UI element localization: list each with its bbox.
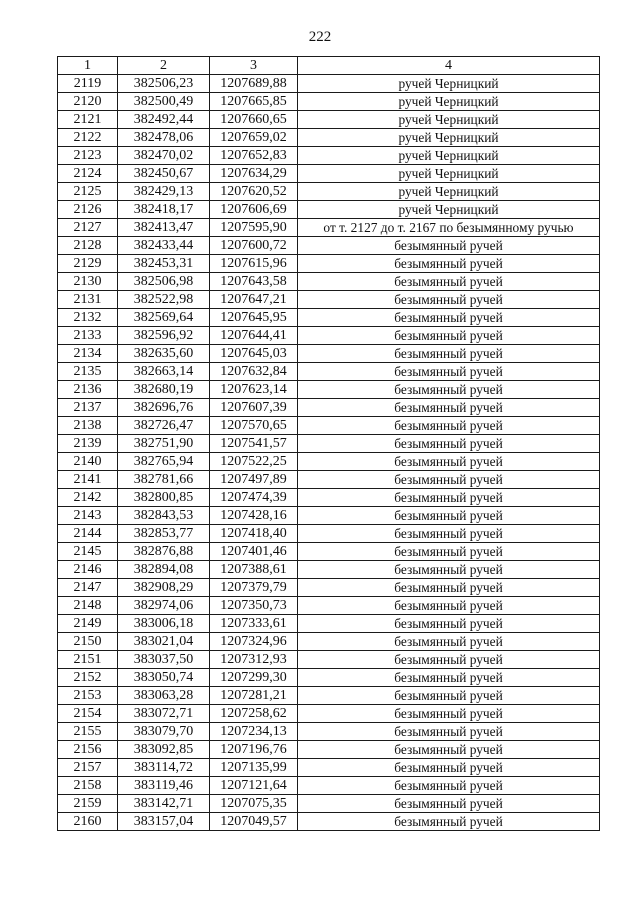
description-cell: ручей Черницкий bbox=[298, 129, 600, 147]
point-number-cell: 2126 bbox=[58, 201, 118, 219]
description-cell: безымянный ручей bbox=[298, 561, 600, 579]
x-coordinate-cell: 383092,85 bbox=[118, 741, 210, 759]
table-row bbox=[58, 615, 600, 633]
x-coordinate-cell: 382413,47 bbox=[118, 219, 210, 237]
x-coordinate-cell: 382974,06 bbox=[118, 597, 210, 615]
x-coordinate-cell: 383114,72 bbox=[118, 759, 210, 777]
table-row bbox=[58, 435, 600, 453]
description-cell: ручей Черницкий bbox=[298, 75, 600, 93]
point-number-cell: 2146 bbox=[58, 561, 118, 579]
table-row bbox=[58, 759, 600, 777]
x-coordinate-cell: 382506,98 bbox=[118, 273, 210, 291]
point-number-cell: 2156 bbox=[58, 741, 118, 759]
point-number-cell: 2158 bbox=[58, 777, 118, 795]
table-row bbox=[58, 525, 600, 543]
y-coordinate-cell: 1207281,21 bbox=[210, 687, 298, 705]
y-coordinate-cell: 1207428,16 bbox=[210, 507, 298, 525]
description-cell: ручей Черницкий bbox=[298, 201, 600, 219]
point-number-cell: 2129 bbox=[58, 255, 118, 273]
coordinates-table bbox=[57, 56, 600, 831]
y-coordinate-cell: 1207689,88 bbox=[210, 75, 298, 93]
description-cell: безымянный ручей bbox=[298, 327, 600, 345]
table-row bbox=[58, 273, 600, 291]
table-row bbox=[58, 741, 600, 759]
x-coordinate-cell: 382569,64 bbox=[118, 309, 210, 327]
x-coordinate-cell: 383072,71 bbox=[118, 705, 210, 723]
x-coordinate-cell: 382765,94 bbox=[118, 453, 210, 471]
table-body bbox=[58, 75, 600, 831]
point-number-cell: 2125 bbox=[58, 183, 118, 201]
table-row bbox=[58, 705, 600, 723]
table-row bbox=[58, 93, 600, 111]
description-cell: безымянный ручей bbox=[298, 615, 600, 633]
x-coordinate-cell: 383063,28 bbox=[118, 687, 210, 705]
y-coordinate-cell: 1207623,14 bbox=[210, 381, 298, 399]
x-coordinate-cell: 382800,85 bbox=[118, 489, 210, 507]
point-number-cell: 2152 bbox=[58, 669, 118, 687]
description-cell: безымянный ручей bbox=[298, 633, 600, 651]
y-coordinate-cell: 1207401,46 bbox=[210, 543, 298, 561]
point-number-cell: 2142 bbox=[58, 489, 118, 507]
description-cell: безымянный ручей bbox=[298, 687, 600, 705]
y-coordinate-cell: 1207606,69 bbox=[210, 201, 298, 219]
description-cell: безымянный ручей bbox=[298, 777, 600, 795]
table-row bbox=[58, 561, 600, 579]
table-header bbox=[58, 57, 600, 75]
table-row bbox=[58, 255, 600, 273]
description-cell: безымянный ручей bbox=[298, 579, 600, 597]
x-coordinate-cell: 382663,14 bbox=[118, 363, 210, 381]
table-row bbox=[58, 219, 600, 237]
table-row bbox=[58, 75, 600, 93]
point-number-cell: 2137 bbox=[58, 399, 118, 417]
description-cell: безымянный ручей bbox=[298, 525, 600, 543]
x-coordinate-cell: 382853,77 bbox=[118, 525, 210, 543]
y-coordinate-cell: 1207379,79 bbox=[210, 579, 298, 597]
description-cell: ручей Черницкий bbox=[298, 93, 600, 111]
point-number-cell: 2151 bbox=[58, 651, 118, 669]
table-row bbox=[58, 165, 600, 183]
table-row bbox=[58, 147, 600, 165]
y-coordinate-cell: 1207333,61 bbox=[210, 615, 298, 633]
point-number-cell: 2131 bbox=[58, 291, 118, 309]
y-coordinate-cell: 1207659,02 bbox=[210, 129, 298, 147]
y-coordinate-cell: 1207324,96 bbox=[210, 633, 298, 651]
description-cell: безымянный ручей bbox=[298, 543, 600, 561]
column-header-point-number: 1 bbox=[58, 57, 118, 75]
y-coordinate-cell: 1207522,25 bbox=[210, 453, 298, 471]
description-cell: ручей Черницкий bbox=[298, 165, 600, 183]
description-cell: безымянный ручей bbox=[298, 507, 600, 525]
point-number-cell: 2147 bbox=[58, 579, 118, 597]
table-row bbox=[58, 651, 600, 669]
x-coordinate-cell: 383119,46 bbox=[118, 777, 210, 795]
description-cell: безымянный ручей bbox=[298, 651, 600, 669]
x-coordinate-cell: 382908,29 bbox=[118, 579, 210, 597]
point-number-cell: 2150 bbox=[58, 633, 118, 651]
description-cell: безымянный ручей bbox=[298, 795, 600, 813]
x-coordinate-cell: 383006,18 bbox=[118, 615, 210, 633]
point-number-cell: 2155 bbox=[58, 723, 118, 741]
table-row bbox=[58, 111, 600, 129]
y-coordinate-cell: 1207570,65 bbox=[210, 417, 298, 435]
point-number-cell: 2148 bbox=[58, 597, 118, 615]
point-number-cell: 2144 bbox=[58, 525, 118, 543]
x-coordinate-cell: 382843,53 bbox=[118, 507, 210, 525]
y-coordinate-cell: 1207595,90 bbox=[210, 219, 298, 237]
point-number-cell: 2143 bbox=[58, 507, 118, 525]
table-row bbox=[58, 183, 600, 201]
x-coordinate-cell: 383037,50 bbox=[118, 651, 210, 669]
x-coordinate-cell: 382781,66 bbox=[118, 471, 210, 489]
description-cell: безымянный ручей bbox=[298, 741, 600, 759]
description-cell: безымянный ручей bbox=[298, 489, 600, 507]
description-cell: безымянный ручей bbox=[298, 363, 600, 381]
point-number-cell: 2140 bbox=[58, 453, 118, 471]
table-row bbox=[58, 723, 600, 741]
y-coordinate-cell: 1207660,65 bbox=[210, 111, 298, 129]
x-coordinate-cell: 382522,98 bbox=[118, 291, 210, 309]
table-row bbox=[58, 381, 600, 399]
table-row bbox=[58, 579, 600, 597]
point-number-cell: 2134 bbox=[58, 345, 118, 363]
point-number-cell: 2127 bbox=[58, 219, 118, 237]
description-cell: безымянный ручей bbox=[298, 345, 600, 363]
point-number-cell: 2133 bbox=[58, 327, 118, 345]
description-cell: ручей Черницкий bbox=[298, 111, 600, 129]
x-coordinate-cell: 382635,60 bbox=[118, 345, 210, 363]
point-number-cell: 2149 bbox=[58, 615, 118, 633]
description-cell: безымянный ручей bbox=[298, 309, 600, 327]
table-row bbox=[58, 417, 600, 435]
table-row bbox=[58, 363, 600, 381]
table-row bbox=[58, 345, 600, 363]
y-coordinate-cell: 1207312,93 bbox=[210, 651, 298, 669]
x-coordinate-cell: 382453,31 bbox=[118, 255, 210, 273]
y-coordinate-cell: 1207615,96 bbox=[210, 255, 298, 273]
y-coordinate-cell: 1207474,39 bbox=[210, 489, 298, 507]
description-cell: безымянный ручей bbox=[298, 381, 600, 399]
table-row bbox=[58, 291, 600, 309]
description-cell: безымянный ручей bbox=[298, 273, 600, 291]
y-coordinate-cell: 1207075,35 bbox=[210, 795, 298, 813]
page-number: 222 bbox=[308, 29, 332, 45]
description-cell: безымянный ручей bbox=[298, 399, 600, 417]
y-coordinate-cell: 1207643,58 bbox=[210, 273, 298, 291]
table-row bbox=[58, 795, 600, 813]
point-number-cell: 2123 bbox=[58, 147, 118, 165]
y-coordinate-cell: 1207135,99 bbox=[210, 759, 298, 777]
table-row bbox=[58, 237, 600, 255]
x-coordinate-cell: 383157,04 bbox=[118, 813, 210, 831]
table-row bbox=[58, 669, 600, 687]
point-number-cell: 2159 bbox=[58, 795, 118, 813]
point-number-cell: 2124 bbox=[58, 165, 118, 183]
x-coordinate-cell: 382696,76 bbox=[118, 399, 210, 417]
column-header-x-coordinate: 2 bbox=[118, 57, 210, 75]
y-coordinate-cell: 1207418,40 bbox=[210, 525, 298, 543]
x-coordinate-cell: 382894,08 bbox=[118, 561, 210, 579]
x-coordinate-cell: 383142,71 bbox=[118, 795, 210, 813]
point-number-cell: 2138 bbox=[58, 417, 118, 435]
point-number-cell: 2132 bbox=[58, 309, 118, 327]
y-coordinate-cell: 1207541,57 bbox=[210, 435, 298, 453]
table-row bbox=[58, 777, 600, 795]
x-coordinate-cell: 382492,44 bbox=[118, 111, 210, 129]
x-coordinate-cell: 382470,02 bbox=[118, 147, 210, 165]
x-coordinate-cell: 382500,49 bbox=[118, 93, 210, 111]
x-coordinate-cell: 382680,19 bbox=[118, 381, 210, 399]
point-number-cell: 2121 bbox=[58, 111, 118, 129]
description-cell: безымянный ручей bbox=[298, 471, 600, 489]
table-row bbox=[58, 471, 600, 489]
y-coordinate-cell: 1207632,84 bbox=[210, 363, 298, 381]
point-number-cell: 2153 bbox=[58, 687, 118, 705]
x-coordinate-cell: 382726,47 bbox=[118, 417, 210, 435]
table-row bbox=[58, 399, 600, 417]
description-cell: безымянный ручей bbox=[298, 417, 600, 435]
point-number-cell: 2119 bbox=[58, 75, 118, 93]
table-row bbox=[58, 633, 600, 651]
table-row bbox=[58, 201, 600, 219]
description-cell: безымянный ручей bbox=[298, 291, 600, 309]
y-coordinate-cell: 1207607,39 bbox=[210, 399, 298, 417]
y-coordinate-cell: 1207196,76 bbox=[210, 741, 298, 759]
y-coordinate-cell: 1207647,21 bbox=[210, 291, 298, 309]
description-cell: безымянный ручей bbox=[298, 705, 600, 723]
y-coordinate-cell: 1207644,41 bbox=[210, 327, 298, 345]
description-cell: безымянный ручей bbox=[298, 237, 600, 255]
y-coordinate-cell: 1207258,62 bbox=[210, 705, 298, 723]
point-number-cell: 2157 bbox=[58, 759, 118, 777]
table-row bbox=[58, 543, 600, 561]
y-coordinate-cell: 1207645,03 bbox=[210, 345, 298, 363]
point-number-cell: 2120 bbox=[58, 93, 118, 111]
point-number-cell: 2141 bbox=[58, 471, 118, 489]
description-cell: ручей Черницкий bbox=[298, 183, 600, 201]
point-number-cell: 2145 bbox=[58, 543, 118, 561]
table-row bbox=[58, 453, 600, 471]
point-number-cell: 2136 bbox=[58, 381, 118, 399]
point-number-cell: 2130 bbox=[58, 273, 118, 291]
x-coordinate-cell: 382596,92 bbox=[118, 327, 210, 345]
point-number-cell: 2122 bbox=[58, 129, 118, 147]
point-number-cell: 2135 bbox=[58, 363, 118, 381]
description-cell: безымянный ручей bbox=[298, 813, 600, 831]
table-row bbox=[58, 597, 600, 615]
y-coordinate-cell: 1207634,29 bbox=[210, 165, 298, 183]
table-header-row bbox=[58, 57, 600, 75]
description-cell: безымянный ручей bbox=[298, 669, 600, 687]
x-coordinate-cell: 382418,17 bbox=[118, 201, 210, 219]
table-row bbox=[58, 309, 600, 327]
table-row bbox=[58, 327, 600, 345]
x-coordinate-cell: 382876,88 bbox=[118, 543, 210, 561]
description-cell: безымянный ручей bbox=[298, 453, 600, 471]
table-row bbox=[58, 507, 600, 525]
x-coordinate-cell: 382450,67 bbox=[118, 165, 210, 183]
column-header-description: 4 bbox=[298, 57, 600, 75]
table-row bbox=[58, 129, 600, 147]
table-row bbox=[58, 687, 600, 705]
table-row bbox=[58, 489, 600, 507]
y-coordinate-cell: 1207049,57 bbox=[210, 813, 298, 831]
description-cell: безымянный ручей bbox=[298, 597, 600, 615]
description-cell: ручей Черницкий bbox=[298, 147, 600, 165]
description-cell: безымянный ручей bbox=[298, 255, 600, 273]
description-cell: безымянный ручей bbox=[298, 723, 600, 741]
column-header-y-coordinate: 3 bbox=[210, 57, 298, 75]
description-cell: от т. 2127 до т. 2167 по безымянному ручью bbox=[298, 219, 600, 237]
y-coordinate-cell: 1207645,95 bbox=[210, 309, 298, 327]
point-number-cell: 2139 bbox=[58, 435, 118, 453]
x-coordinate-cell: 382429,13 bbox=[118, 183, 210, 201]
y-coordinate-cell: 1207350,73 bbox=[210, 597, 298, 615]
y-coordinate-cell: 1207497,89 bbox=[210, 471, 298, 489]
y-coordinate-cell: 1207388,61 bbox=[210, 561, 298, 579]
description-cell: безымянный ручей bbox=[298, 435, 600, 453]
x-coordinate-cell: 382478,06 bbox=[118, 129, 210, 147]
x-coordinate-cell: 383050,74 bbox=[118, 669, 210, 687]
point-number-cell: 2128 bbox=[58, 237, 118, 255]
x-coordinate-cell: 383079,70 bbox=[118, 723, 210, 741]
point-number-cell: 2154 bbox=[58, 705, 118, 723]
y-coordinate-cell: 1207652,83 bbox=[210, 147, 298, 165]
table-row bbox=[58, 813, 600, 831]
x-coordinate-cell: 382433,44 bbox=[118, 237, 210, 255]
x-coordinate-cell: 382506,23 bbox=[118, 75, 210, 93]
y-coordinate-cell: 1207299,30 bbox=[210, 669, 298, 687]
y-coordinate-cell: 1207234,13 bbox=[210, 723, 298, 741]
y-coordinate-cell: 1207600,72 bbox=[210, 237, 298, 255]
x-coordinate-cell: 382751,90 bbox=[118, 435, 210, 453]
description-cell: безымянный ручей bbox=[298, 759, 600, 777]
x-coordinate-cell: 383021,04 bbox=[118, 633, 210, 651]
point-number-cell: 2160 bbox=[58, 813, 118, 831]
y-coordinate-cell: 1207665,85 bbox=[210, 93, 298, 111]
y-coordinate-cell: 1207620,52 bbox=[210, 183, 298, 201]
y-coordinate-cell: 1207121,64 bbox=[210, 777, 298, 795]
